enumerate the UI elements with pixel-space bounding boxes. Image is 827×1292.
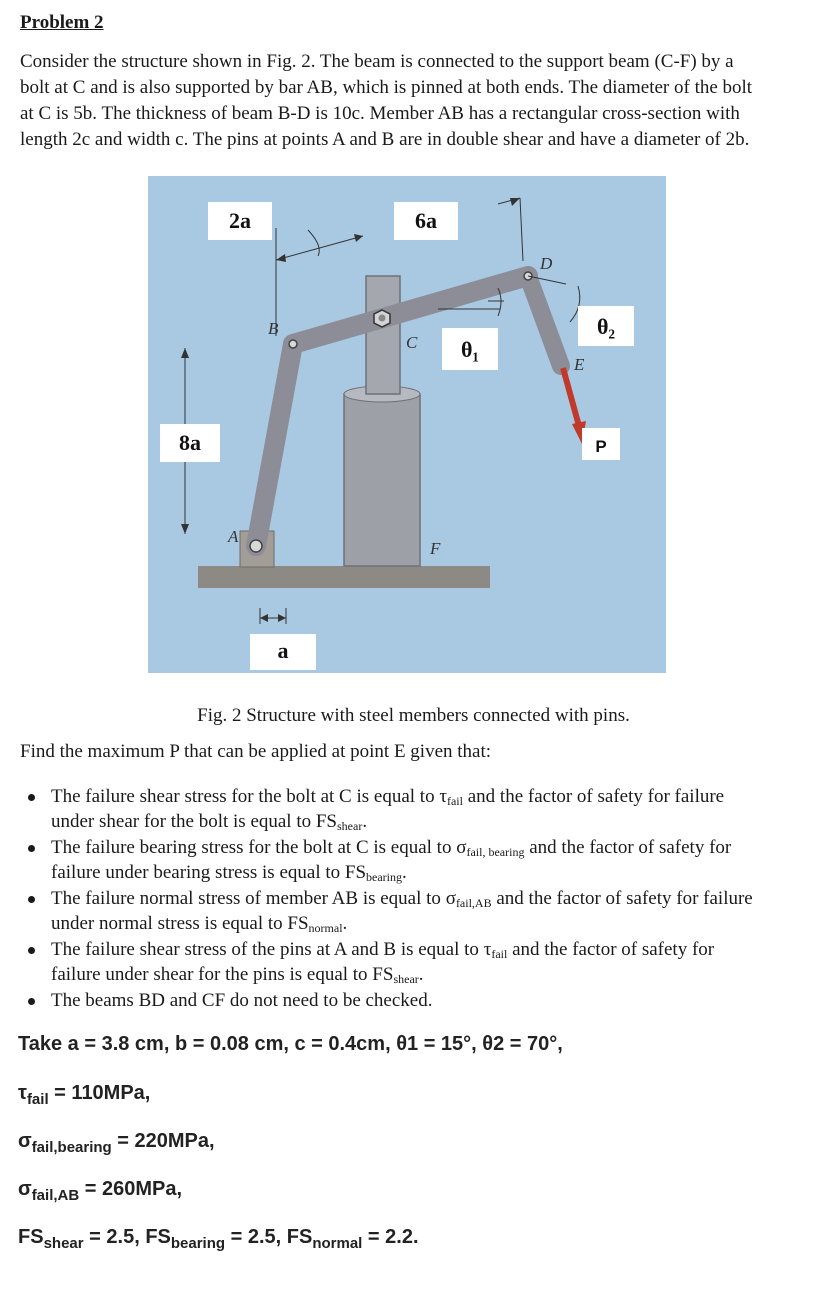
bullet-icon — [28, 794, 35, 801]
point-label-f: F — [430, 539, 441, 558]
load-label-p: P — [595, 437, 607, 456]
dim-label-8a: 8a — [179, 430, 201, 455]
structure-figure — [148, 176, 666, 673]
point-label-d: D — [540, 254, 553, 273]
bullet-icon — [28, 896, 35, 903]
text-run: and the factor of safety for — [524, 837, 732, 858]
subscript: shear — [393, 972, 419, 986]
statement-line: Consider the structure shown in Fig. 2. The beam is connected to the support beam (C-F) by a — [20, 51, 734, 72]
ground — [198, 566, 490, 588]
symbol: τ — [18, 1082, 27, 1104]
dim-label-6a: 6a — [415, 208, 437, 233]
subscript: bearing — [170, 1235, 226, 1252]
subscript: fail,AB — [455, 896, 492, 910]
subscript: fail — [26, 1091, 49, 1108]
subscript: fail — [446, 794, 463, 808]
text-run: The failure bearing stress for the bolt at C is equal to — [51, 837, 457, 858]
symbol: σ — [18, 1178, 32, 1200]
list-item — [20, 784, 820, 834]
text-run: . — [362, 811, 368, 832]
given-safety-factors — [18, 1226, 419, 1252]
list-item — [20, 937, 820, 987]
bolt-c-hole — [379, 315, 386, 322]
subscript: normal — [312, 1235, 363, 1252]
symbol: σ — [18, 1130, 32, 1152]
statement-line: at C is 5b. The thickness of beam B-D is 10c. Member AB has a rectangular cross-section with — [20, 103, 740, 124]
text-run: and the factor of safety for failure — [462, 786, 725, 807]
value: = 110MPa, — [48, 1082, 151, 1104]
bullet-icon — [28, 998, 35, 1005]
text-run: under shear for the bolt is equal to FS — [51, 811, 338, 832]
symbol: τ — [483, 939, 492, 960]
support-post — [366, 276, 400, 394]
value: = 2.5, — [225, 1226, 287, 1248]
symbol: σ — [445, 888, 456, 909]
problem-statement — [20, 49, 810, 153]
symbol: τ — [439, 786, 447, 807]
value: = 220MPa, — [111, 1130, 215, 1152]
subscript: fail, bearing — [466, 845, 525, 859]
subscript: shear — [43, 1235, 84, 1252]
list-item — [20, 886, 820, 936]
text-run: under normal stress is equal to FS — [51, 913, 309, 934]
subscript: normal — [308, 921, 343, 935]
value: = 2.2. — [362, 1226, 419, 1248]
given-values-line: Take a = 3.8 cm, b = 0.08 cm, c = 0.4cm, θ1 = 15°, θ2 = 70°, — [18, 1033, 563, 1055]
text-run: and the factor of safety for — [507, 939, 715, 960]
text-run: and the factor of safety for failure — [491, 888, 753, 909]
value: = 2.5, — [83, 1226, 146, 1248]
point-label-e: E — [574, 355, 585, 374]
text-run: The beams BD and CF do not need to be checked. — [51, 990, 433, 1011]
subscript: fail — [491, 947, 508, 961]
question-text: Find the maximum P that can be applied at point E given that: — [20, 741, 492, 762]
text-run: failure under shear for the pins is equal to FS — [51, 964, 394, 985]
text-run: . — [342, 913, 348, 934]
text-run: The failure shear stress for the bolt at C is equal to — [51, 786, 440, 807]
subscript: fail,AB — [31, 1187, 80, 1204]
symbol: σ — [456, 837, 467, 858]
support-column-cf — [344, 394, 420, 566]
statement-line: length 2c and width c. The pins at points A and B are in double shear and have a diameter of 2b. — [20, 129, 750, 150]
list-item — [20, 988, 820, 1013]
given-tau-fail — [18, 1082, 151, 1108]
angle-label-theta1: θ₁ — [460, 337, 480, 362]
given-sigma-bearing — [18, 1130, 215, 1156]
text-run: The failure normal stress of member AB is equal to — [51, 888, 446, 909]
problem-title: Problem 2 — [20, 12, 104, 33]
value: = 260MPa, — [79, 1178, 183, 1200]
given-sigma-ab — [18, 1178, 183, 1204]
statement-line: bolt at C and is also supported by bar AB, which is pinned at both ends. The diameter of the bolt — [20, 77, 753, 98]
list-item — [20, 835, 820, 885]
pin-a — [250, 540, 262, 552]
point-label-a: A — [228, 527, 239, 546]
subscript: bearing — [366, 870, 402, 884]
symbol: FS — [286, 1226, 313, 1248]
point-label-c: C — [406, 333, 418, 352]
bullet-icon — [28, 845, 35, 852]
subscript: shear — [337, 819, 363, 833]
point-label-b: B — [268, 319, 279, 338]
dim-label-a: a — [277, 638, 289, 663]
bullet-icon — [28, 947, 35, 954]
symbol: FS — [18, 1226, 44, 1248]
text-run: The failure shear stress of the pins at A and B is equal to — [51, 939, 484, 960]
condition-list — [20, 784, 820, 1014]
dim-label-2a: 2a — [229, 208, 251, 233]
angle-label-theta2: θ₂ — [596, 314, 616, 339]
subscript: fail,bearing — [31, 1139, 112, 1156]
text-run: . — [402, 862, 407, 883]
figure-caption: Fig. 2 Structure with steel members connected with pins. — [197, 705, 630, 726]
symbol: FS — [145, 1226, 171, 1248]
pin-b — [289, 340, 297, 348]
text-run: . — [418, 964, 424, 985]
text-run: failure under bearing stress is equal to FS — [51, 862, 367, 883]
